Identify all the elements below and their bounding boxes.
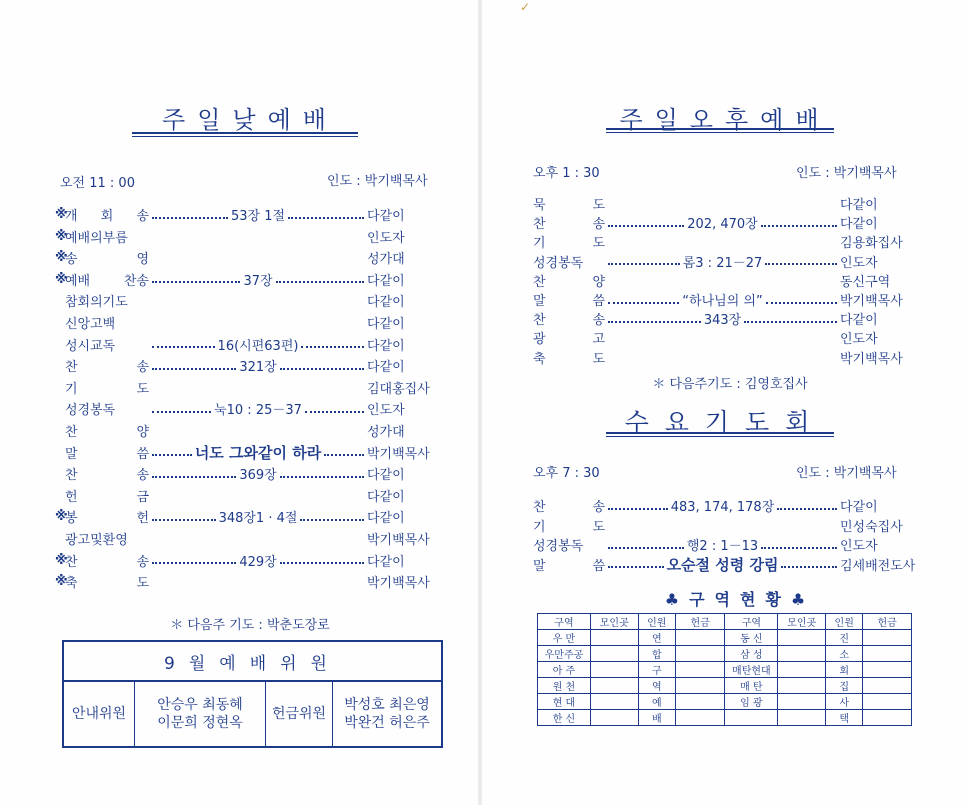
leader-dots [149,335,367,354]
order-responsible: 인도자 [840,255,878,271]
order-row [533,251,912,272]
leader-dots [605,213,840,232]
order-row [55,204,439,225]
region-cell [778,710,826,726]
guide-names [135,682,266,746]
order-label: 찬 양 [533,274,605,290]
region-header-row [538,614,912,630]
region-cell [675,630,724,646]
region-cell: 합 [638,646,675,662]
order-row [533,212,912,233]
region-cell: 소 [826,646,863,662]
order-row [533,327,912,348]
region-cell: 사 [826,694,863,710]
order-detail: 오순절 성령 강림 [666,555,779,574]
region-status-table [537,613,912,726]
order-responsible: 다같이 [367,273,405,289]
order-label: 찬 송 [533,500,605,515]
order-detail: “하나님의 의” [682,294,763,309]
leader-dots [149,581,367,583]
order-responsible: 인도자 [840,539,878,555]
region-cell: 연 [638,630,675,646]
order-label: 묵 도 [533,198,605,213]
standing-mark: ※ [55,552,68,568]
region-cell: 구 [638,662,675,678]
region-header-cell: 인원 [826,614,863,630]
region-header-cell: 헌금 [863,614,912,630]
region-cell: 아 주 [538,662,591,678]
order-responsible: 박기백목사 [367,446,430,462]
table-row [538,678,912,694]
order-label: 봉 헌 [65,511,149,527]
order-row [55,528,439,549]
leader-dots [605,252,840,271]
table-row [538,630,912,646]
order-detail: 483, 174, 178장 [670,500,775,515]
order-row [55,312,439,333]
order-detail: 202, 470장 [687,217,758,233]
order-label: 축 도 [65,576,149,592]
wednesday-time: 오후 7 : 30 [533,466,600,481]
leader-dots [149,494,367,496]
order-label: 개 회 송 [65,209,149,224]
order-detail: 롬3 : 21－27 [682,255,763,271]
standing-mark: ※ [55,228,68,244]
order-label: 찬 송 [65,468,149,484]
region-header-cell: 헌금 [675,614,724,630]
order-label: 성경봉독 [533,539,584,555]
region-cell: 동 신 [725,630,778,646]
afternoon-leader: 인도 : 박기백목사 [796,166,897,181]
leader-dots [149,399,367,418]
region-header-cell: 모인곳 [778,614,826,630]
region-cell: 삼 성 [725,646,778,662]
order-row [533,270,912,291]
order-detail: 348장1 · 4절 [218,511,298,527]
order-responsible: 다같이 [840,313,878,329]
region-cell [675,678,724,694]
region-cell: 매탄현대 [725,662,778,678]
order-detail: 눅10 : 25－37 [214,403,302,419]
leader-dots [605,524,840,526]
region-cell [725,710,778,726]
order-label: 신앙고백 [65,317,116,332]
region-cell: 택 [826,710,863,726]
leader-dots [605,356,840,358]
order-row [55,334,439,355]
order-label: 광 고 [533,332,605,348]
table-row [538,694,912,710]
region-cell [675,646,724,662]
afternoon-title-underline [606,128,834,133]
region-cell: 예 [638,694,675,710]
leader-dots [149,538,367,540]
region-cell [590,630,638,646]
order-row [55,398,439,419]
region-cell [778,630,826,646]
leader-dots [149,507,367,526]
leader-dots [149,257,367,259]
order-row [533,534,912,555]
order-responsible: 다같이 [367,338,405,354]
order-row [533,308,912,329]
table-row [538,662,912,678]
order-row [55,290,439,311]
morning-next-prayer: ＊ 다음주 기도 : 박춘도장로 [170,618,330,633]
leader-dots [149,551,367,570]
leader-dots [605,337,840,339]
order-responsible: 성가대 [367,425,405,440]
order-responsible: 인도자 [840,332,878,348]
standing-mark: ※ [55,250,68,266]
order-label: 기 도 [533,519,605,535]
order-responsible: 박기백목사 [367,533,430,548]
region-cell: 진 [826,630,863,646]
leader-dots [149,205,367,224]
order-responsible: 박기백목사 [367,576,430,592]
region-cell [675,662,724,678]
afternoon-time: 오후 1 : 30 [533,166,600,181]
region-cell [778,662,826,678]
order-detail: 53장 1절 [230,209,286,224]
order-label: 성시교독 [65,338,116,354]
table-row [538,710,912,726]
order-label: 성경봉독 [65,403,116,419]
leader-dots [605,535,840,554]
region-header-cell: 구역 [538,614,591,630]
order-row [533,554,916,575]
order-label: 찬 양 [65,425,149,440]
order-row [55,571,439,592]
order-row [533,289,912,310]
order-responsible: 민성숙집사 [840,519,903,535]
order-responsible: 박기백목사 [840,294,903,309]
order-label: 광고및환영 [65,533,128,548]
leader-dots [605,554,840,575]
morning-title-underline [132,132,358,137]
leader-dots [605,279,840,281]
order-responsible: 김용화집사 [840,236,903,252]
order-row [533,231,912,252]
order-row [55,377,439,398]
guide-label: 안내위원 [64,682,135,746]
region-header-cell: 인원 [638,614,675,630]
order-label: 찬 송 [533,313,605,329]
region-cell: 우 만 [538,630,591,646]
offering-names [333,682,441,746]
order-responsible: 다같이 [367,317,405,332]
leader-dots [149,300,367,302]
order-responsible: 다같이 [367,295,405,311]
region-cell: 현 대 [538,694,591,710]
region-cell: 원 천 [538,678,591,694]
order-label: 찬 송 [533,217,605,233]
order-detail: 37장 [243,273,273,289]
offering-label: 헌금위원 [266,682,333,746]
region-cell [778,678,826,694]
region-cell: 회 [826,662,863,678]
region-cell: 집 [826,678,863,694]
region-header-cell: 구역 [725,614,778,630]
leader-dots [149,442,367,463]
region-cell [590,694,638,710]
region-status-title: ♣구역현황♣ [664,590,816,609]
order-row [55,442,439,463]
order-responsible: 다같이 [840,217,878,233]
region-cell: 우만주공 [538,646,591,662]
region-cell [675,694,724,710]
order-detail: 343장 [703,313,742,329]
order-label: 말 씀 [533,558,605,574]
leader-dots [605,290,840,309]
order-detail: 429장 [239,554,277,570]
leader-dots [149,356,367,375]
order-label: 참회의기도 [65,295,128,311]
table-row [538,646,912,662]
leader-dots [605,309,840,328]
order-row [55,550,439,571]
afternoon-service-title: 주일오후예배 [619,106,831,134]
order-detail: 321장 [239,360,277,376]
order-row [55,269,439,290]
order-responsible: 김세배전도사 [840,558,916,574]
order-responsible: 김대홍집사 [367,381,430,397]
wednesday-title-underline [606,432,834,437]
order-responsible: 다같이 [840,198,878,213]
region-cell [778,694,826,710]
order-row [533,495,912,516]
order-label: 송 영 [65,252,149,268]
standing-mark: ※ [55,207,68,222]
region-cell [590,678,638,694]
order-row [55,247,439,268]
leader-dots [149,386,367,388]
order-responsible: 다같이 [367,511,405,527]
region-cell [590,662,638,678]
order-label: 축 도 [533,351,605,367]
order-row [533,193,912,214]
order-row [533,515,912,536]
order-row [55,485,439,506]
committee-title: 9월예배위원 [64,642,441,682]
order-row [55,463,439,484]
order-responsible: 다같이 [367,209,405,224]
region-cell [590,646,638,662]
committee-box [62,640,443,748]
leader-dots [149,235,367,237]
order-responsible: 다같이 [367,489,405,505]
wednesday-leader: 인도 : 박기백목사 [796,466,897,481]
order-row [55,226,439,247]
leader-dots [605,496,840,515]
order-row [55,420,439,441]
order-detail: 행2 : 1－13 [686,539,759,555]
region-cell [590,710,638,726]
morning-leader: 인도 : 박기백목사 [327,174,428,189]
region-cell [863,662,912,678]
order-label: 성경봉독 [533,255,584,271]
wednesday-title: 수요기도회 [624,408,826,437]
order-label: 기 도 [533,236,605,252]
region-cell [863,694,912,710]
region-cell [863,630,912,646]
region-cell: 역 [638,678,675,694]
order-responsible: 다같이 [840,500,878,515]
region-cell: 매 탄 [725,678,778,694]
order-responsible: 다같이 [367,360,405,376]
order-responsible: 인도자 [367,230,405,246]
leader-dots [605,203,840,205]
order-detail: 369장 [239,468,277,484]
order-responsible: 성가대 [367,252,405,268]
order-responsible: 동신구역 [840,274,891,290]
order-label: 찬 송 [65,360,149,376]
order-responsible: 박기백목사 [840,351,903,367]
order-detail: 16(시편63편) [217,338,299,354]
leader-dots [149,464,367,483]
morning-service-title: 주일낮예배 [162,106,338,134]
region-cell [675,710,724,726]
order-label: 말 씀 [65,446,149,462]
leader-dots [605,241,840,243]
region-cell: 배 [638,710,675,726]
order-label: 기 도 [65,381,149,397]
offering-names-line-1: 박성호 최은영 [344,697,430,713]
region-header-cell: 모인곳 [590,614,638,630]
committee-body [64,682,441,746]
order-row [55,355,439,376]
order-row [55,506,439,527]
region-cell: 한 신 [538,710,591,726]
leader-dots [149,322,367,324]
order-label: 예배 찬송 [65,273,149,289]
region-cell [778,646,826,662]
page-fold [478,0,482,805]
leader-dots [149,430,367,432]
order-responsible: 인도자 [367,403,405,419]
morning-time: 오전 11 : 00 [60,176,135,191]
standing-mark: ※ [55,574,68,590]
order-detail: 너도 그와같이 하라 [194,443,322,462]
standing-mark: ※ [55,271,68,287]
order-label: 헌 금 [65,489,149,505]
region-cell [863,646,912,662]
order-responsible: 다같이 [367,468,405,484]
afternoon-next-prayer: ＊ 다음주기도 : 김영호집사 [652,377,808,392]
order-label: 말 씀 [533,294,605,309]
order-label: 예배의부름 [65,230,128,246]
standing-mark: ※ [55,509,68,525]
offering-names-line-2: 박완건 허은주 [344,715,430,731]
region-cell [863,678,912,694]
guide-names-line-1: 안승우 최동혜 [157,697,243,713]
region-cell [863,710,912,726]
order-responsible: 다같이 [367,554,405,570]
order-row [533,347,912,368]
order-label: 찬 송 [65,554,149,570]
leader-dots [149,270,367,289]
corner-mark: ✓ [520,0,531,14]
region-cell: 임 광 [725,694,778,710]
guide-names-line-2: 이문희 정현옥 [157,715,243,731]
